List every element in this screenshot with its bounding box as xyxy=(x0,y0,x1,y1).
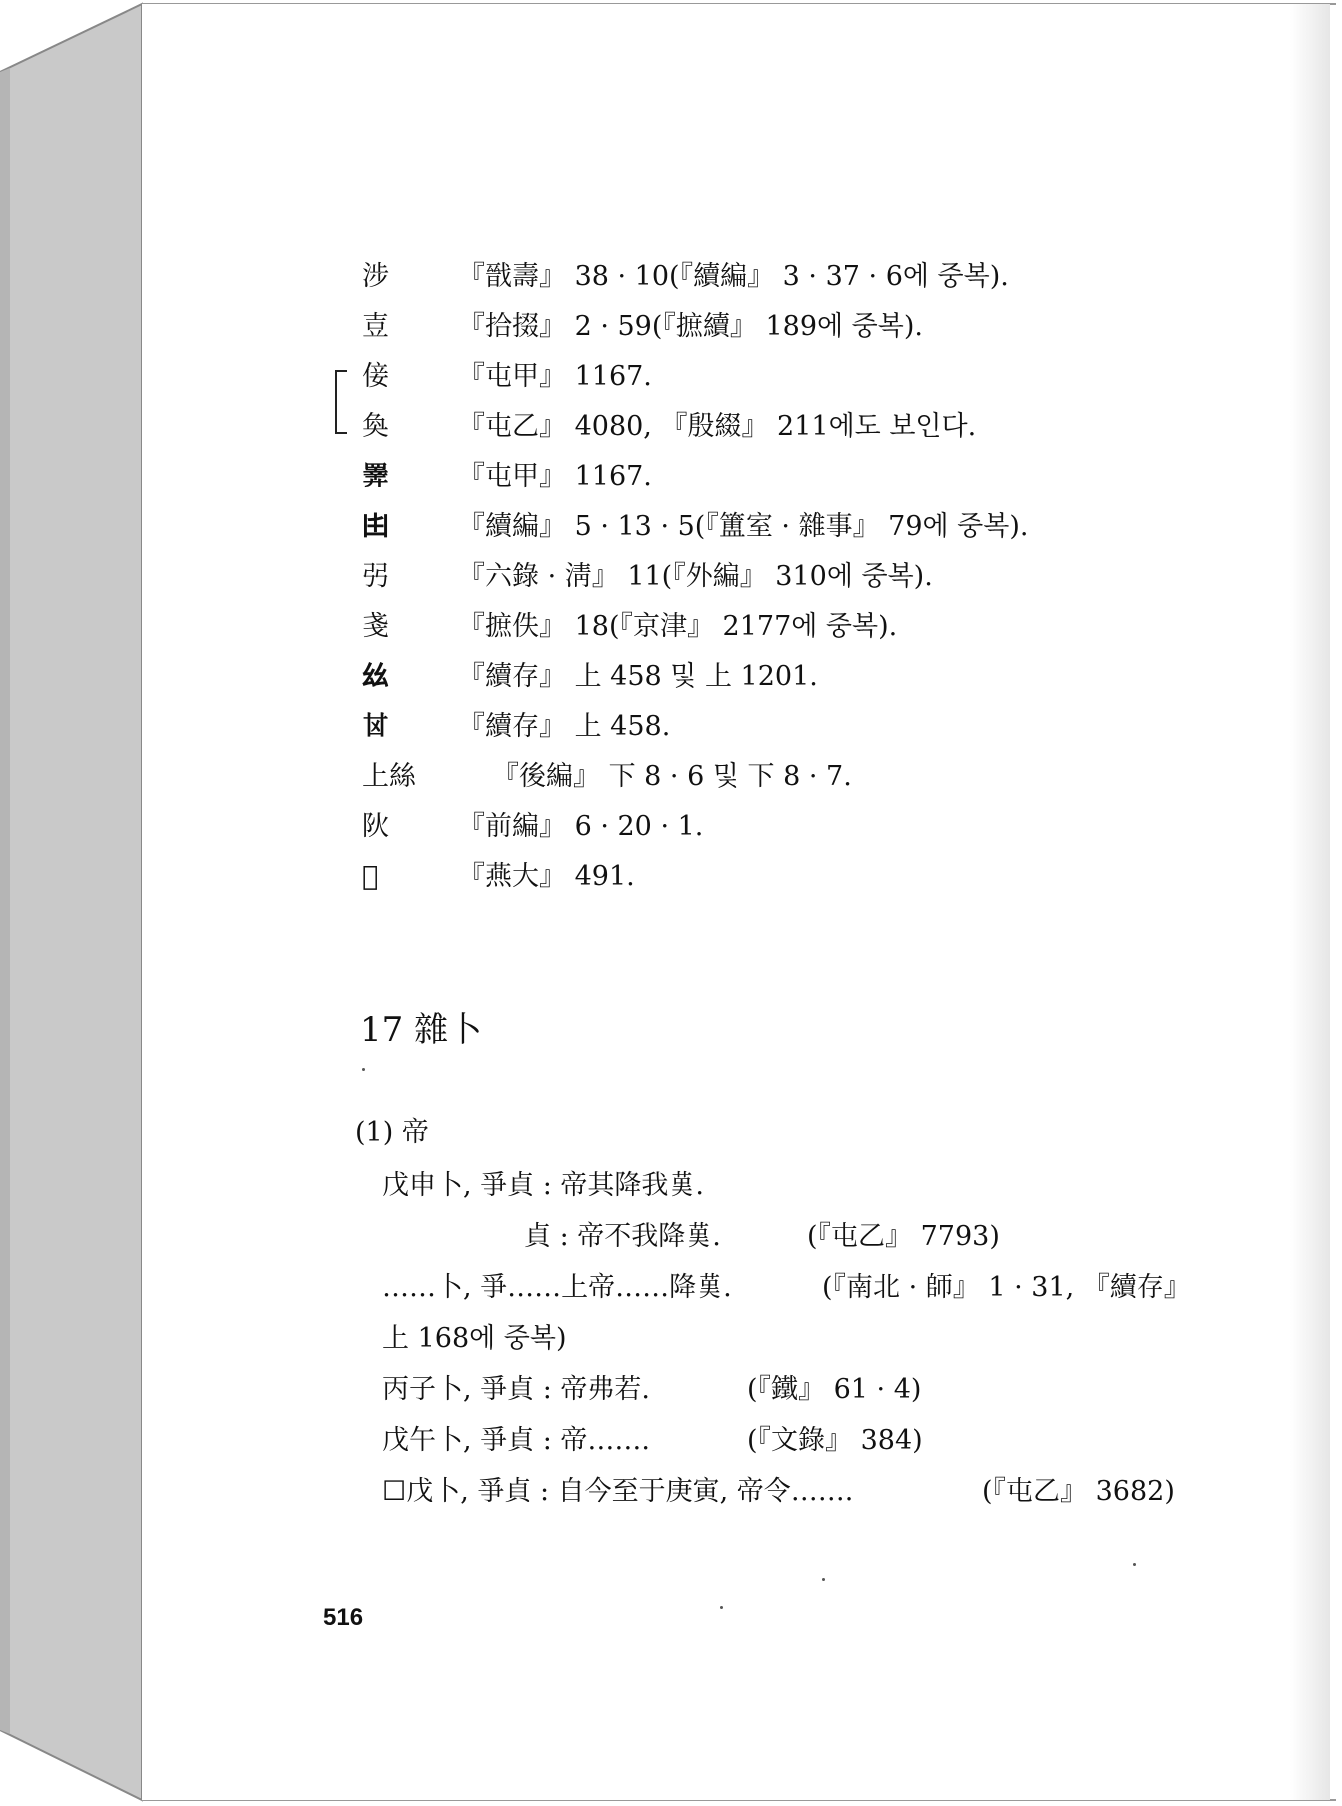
inscription-text: 戊申卜, 爭貞 : 帝其降我𦰩. xyxy=(382,1170,705,1201)
inscription-source: (『南北 · 師』 1 · 31, 『續存』 xyxy=(822,1272,1191,1303)
inscription-line xyxy=(382,1160,1242,1211)
entry-reference: 『六錄 · 淸』 11(『外編』 310에 중복). xyxy=(458,561,933,592)
entry-row xyxy=(362,252,1262,302)
entry-row xyxy=(362,852,1262,902)
section-title: 17 雜卜 xyxy=(360,1010,483,1050)
entry-row xyxy=(362,752,1262,802)
inscription-text: ☐戊卜, 爭貞 : 自今至于庚寅, 帝令……. xyxy=(382,1476,854,1507)
entry-reference: 『屯甲』 1167. xyxy=(458,461,652,492)
entry-row xyxy=(362,552,1262,602)
entry-character: 阦 xyxy=(362,811,389,842)
entry-character: 弜 xyxy=(362,561,389,592)
entry-reference: 『後編』 下 8 · 6 및 下 8 · 7. xyxy=(492,761,852,792)
inscription-text: 貞 : 帝不我降𦰩. xyxy=(524,1221,721,1252)
entry-character: 𦸼 xyxy=(362,861,379,892)
entry-row xyxy=(362,602,1262,652)
stray-mark xyxy=(822,1578,825,1581)
entry-reference: 『拾掇』 2 · 59(『摭續』 189에 중복). xyxy=(458,311,923,342)
inscription-line xyxy=(382,1364,1242,1415)
stray-mark xyxy=(362,1068,365,1071)
inscription-line xyxy=(382,1262,1242,1313)
entry-row xyxy=(362,302,1262,352)
entry-row xyxy=(362,702,1262,752)
page-edge-shadow xyxy=(1290,4,1330,1800)
inscription-line xyxy=(382,1466,1242,1517)
entry-character: 戔 xyxy=(362,611,389,642)
entry-reference: 『屯甲』 1167. xyxy=(458,361,652,392)
inscription-text: 上 168에 중복) xyxy=(382,1323,567,1354)
inscription-text: 丙子卜, 爭貞 : 帝弗若. xyxy=(382,1374,651,1405)
entry-character: 𢆶 xyxy=(362,661,389,692)
grouping-bracket xyxy=(335,370,347,434)
entry-character: 𢍰 xyxy=(362,461,389,492)
entry-reference: 『續編』 5 · 13 · 5(『簠室 · 雜事』 79에 중복). xyxy=(458,511,1029,542)
inscription-line xyxy=(382,1211,1242,1262)
entry-reference: 『戩壽』 38 · 10(『續編』 3 · 37 · 6에 중복). xyxy=(458,261,1009,292)
entry-row xyxy=(362,502,1262,552)
entry-character: 𠙹 xyxy=(362,511,389,542)
inscription-line xyxy=(382,1313,1242,1364)
stray-mark xyxy=(1133,1563,1136,1566)
inscription-list xyxy=(382,1160,1242,1517)
inscription-source: (『文錄』 384) xyxy=(747,1425,923,1456)
entry-reference: 『續存』 上 458 및 上 1201. xyxy=(458,661,818,692)
entry-character: 奐 xyxy=(362,411,389,442)
entry-row xyxy=(362,452,1262,502)
entry-character: 𠀠 xyxy=(362,711,389,742)
entry-row xyxy=(362,352,1262,402)
entry-character: 壴 xyxy=(362,311,389,342)
inscription-source: (『鐵』 61 · 4) xyxy=(747,1374,922,1405)
page-number: 516 xyxy=(323,1604,364,1631)
entry-reference: 『續存』 上 458. xyxy=(458,711,671,742)
entry-row xyxy=(362,402,1262,452)
entry-character: 涉 xyxy=(362,261,389,292)
stray-mark xyxy=(720,1606,723,1609)
entry-character: 倿 xyxy=(362,361,389,392)
inscription-line xyxy=(382,1415,1242,1466)
character-entry-list xyxy=(362,252,1262,902)
inscription-text: 戊午卜, 爭貞 : 帝……. xyxy=(382,1425,651,1456)
entry-reference: 『屯乙』 4080, 『殷綴』 211에도 보인다. xyxy=(458,411,977,442)
entry-row xyxy=(362,802,1262,852)
entry-reference: 『摭佚』 18(『京津』 2177에 중복). xyxy=(458,611,898,642)
subsection-heading: (1) 帝 xyxy=(355,1117,429,1148)
inscription-text: ……卜, 爭……上帝……降𦰩. xyxy=(382,1272,732,1303)
entry-row xyxy=(362,652,1262,702)
entry-character: 上絲 xyxy=(362,761,416,792)
entry-reference: 『燕大』 491. xyxy=(458,861,635,892)
inscription-source: (『屯乙』 3682) xyxy=(982,1476,1175,1507)
inscription-source: (『屯乙』 7793) xyxy=(807,1221,1000,1252)
entry-reference: 『前編』 6 · 20 · 1. xyxy=(458,811,704,842)
